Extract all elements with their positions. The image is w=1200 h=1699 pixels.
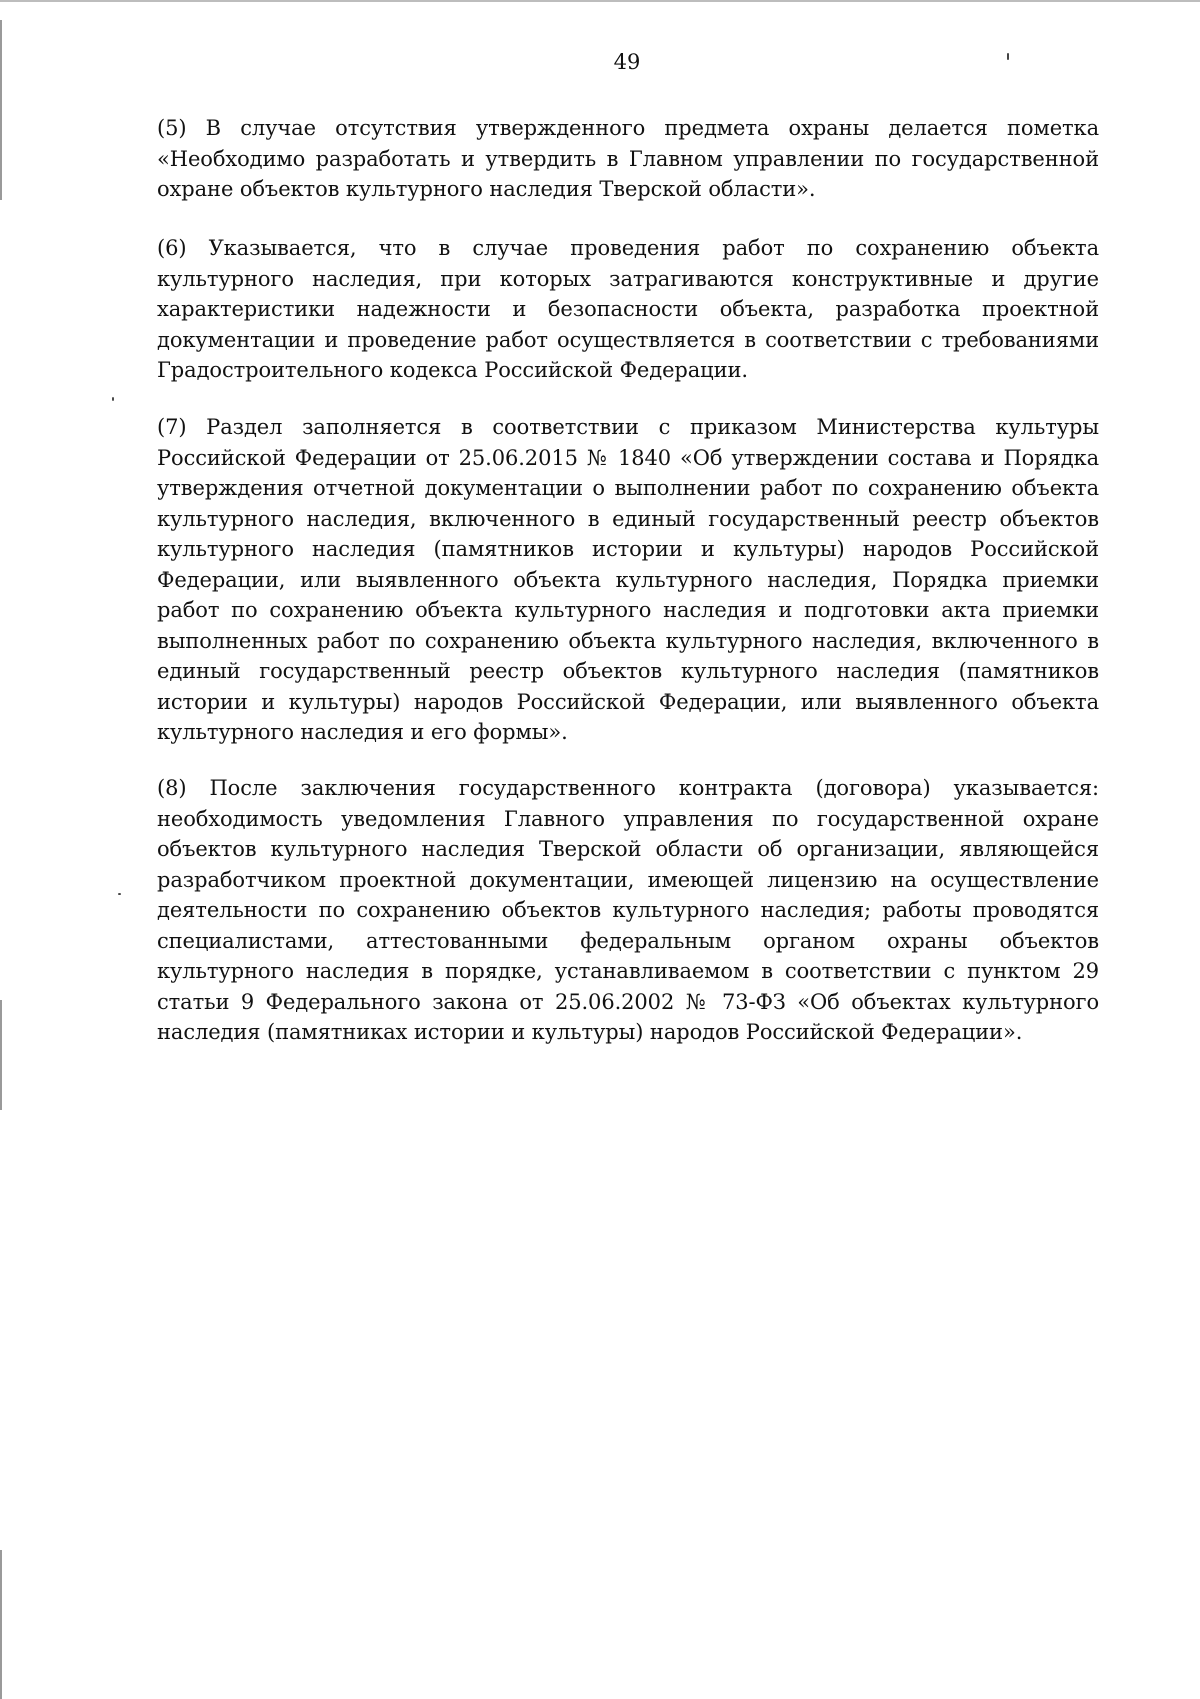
footnote-5: (5) В случае отсутствия утвержденного предмета охраны делается пометка «Необходимо разработать и утвердить в Главном управлении по государственной охране объектов культурного наследия Тверской области». [157,116,1099,201]
scan-left-edge [0,20,2,200]
scan-speck [118,893,121,895]
scan-speck [112,397,114,401]
page-number: 49 [613,50,641,74]
scan-left-edge [0,1550,2,1699]
footnote-6: (6) Указывается, что в случае проведения работ по сохранению объекта культурного наследия, при которых затрагиваются конструктивные и другие характеристики надежности и безопасности объекта, разработка проектной документации и проведение работ осуществляется в соответствии с требованиями Градостроительного кодекса Российской Федерации. [157,236,1099,382]
footnote-8: (8) После заключения государственного контракта (договора) указывается: необходимость уведомления Главного управления по государственной охране объектов культурного наследия Тверской области об организации, являющейся разработчиком проектной документации, имеющей лицензию на осуществление деятельности по сохранению объектов культурного наследия; работы проводятся специалистами, аттестованными федеральным органом охраны объектов культурного наследия в порядке, устанавливаемом в соответствии с пунктом 29 статьи 9 Федерального закона от 25.06.2002 № 73-ФЗ «Об объектах культурного наследия (памятниках истории и культуры) народов Российской Федерации». [157,776,1099,1044]
footnote-7: (7) Раздел заполняется в соответствии с приказом Министерства культуры Российской Федерации от 25.06.2015 № 1840 «Об утверждении состава и Порядка утверждения отчетной документации о выполнении работ по сохранению объекта культурного наследия, включенного в единый государственный реестр объектов культурного наследия (памятников истории и культуры) народов Российской Федерации, или выявленного объекта культурного наследия, Порядка приемки работ по сохранению объекта культурного наследия и подготовки акта приемки выполненных работ по сохранению объекта культурного наследия, включенного в единый государственный реестр объектов культурного наследия (памятников истории и культуры) народов Российской Федерации, или выявленного объекта культурного наследия и его формы». [157,415,1099,744]
scan-top-edge [0,0,1200,2]
scan-left-edge [0,1000,2,1110]
